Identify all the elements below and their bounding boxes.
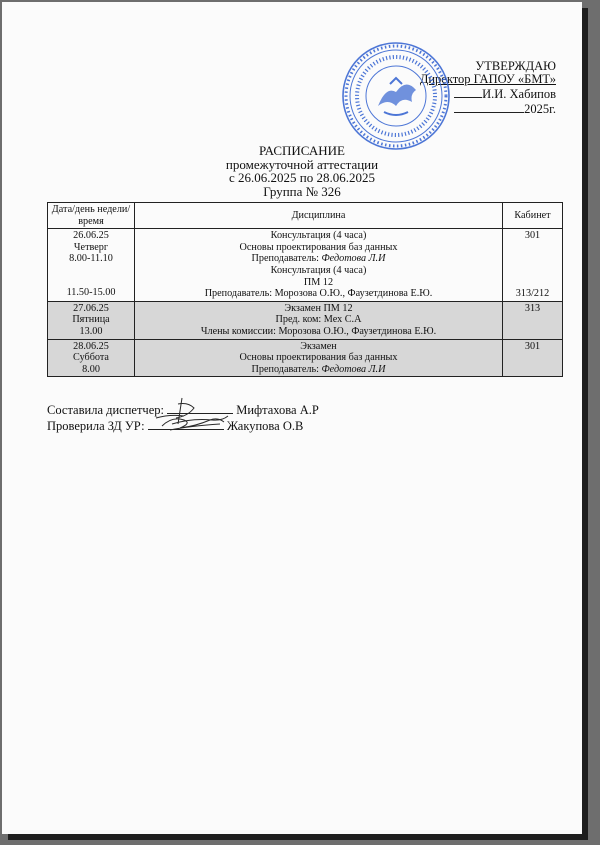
approval-position: Директор ГАПОУ «БМТ» (419, 72, 556, 86)
official-seal-stamp (340, 40, 452, 152)
date-cell: 28.06.25 Суббота 8.00 (48, 339, 135, 377)
group-number: Группа № 326 (263, 183, 341, 199)
checker-label: Проверила ЗД УР: (47, 418, 145, 433)
discipline-cell: Экзамен ПМ 12 Пред. ком: Мех С.А Члены комиссии: Морозова О.Ю., Фаузетдинова Е.Ю. (135, 301, 503, 339)
table-row (48, 229, 563, 302)
column-header-room: Кабинет (503, 203, 563, 229)
table-row (48, 301, 563, 339)
column-header-discipline: Дисциплина (135, 203, 503, 229)
room-cell: 301 313/212 (503, 229, 563, 302)
approval-signatory: И.И. Хабипов (416, 86, 556, 101)
table-header-row (48, 203, 563, 229)
document-title: РАСПИСАНИЕ (259, 143, 345, 158)
discipline-cell: Консультация (4 часа) Основы проектирования баз данных Преподаватель: Федотова Л.И Консультация (4 часа) ПМ 12 Преподаватель: Морозова О.Ю., Фаузетдинова Е.Ю. (135, 229, 503, 302)
checker-name: Жакупова О.В (226, 418, 304, 433)
document-page (2, 2, 582, 834)
room-cell: 301 (503, 339, 563, 377)
discipline-cell: Экзамен Основы проектирования баз данных Преподаватель: Федотова Л.И (135, 339, 503, 377)
date-cell: 26.06.25 Четверг 8.00-11.10 11.50-15.00 (48, 229, 135, 302)
date-cell: 27.06.25 Пятница 13.00 (48, 301, 135, 339)
handwritten-signature-icon (160, 412, 228, 432)
approval-date: 2025г. (416, 101, 556, 116)
document-subtitle: промежуточной аттестации (225, 156, 379, 172)
room-cell: 313 (503, 301, 563, 339)
schedule-heading (2, 144, 600, 198)
schedule-table (47, 202, 563, 377)
date-range: с 26.06.2025 по 28.06.2025 (229, 170, 375, 185)
column-header-date: Дата/день недели/время (48, 203, 135, 229)
table-row (48, 339, 563, 377)
compiler-label: Составила диспетчер: (47, 403, 164, 417)
compiler-name: Мифтахова А.Р (236, 403, 319, 417)
approval-title: УТВЕРЖДАЮ (475, 59, 556, 73)
